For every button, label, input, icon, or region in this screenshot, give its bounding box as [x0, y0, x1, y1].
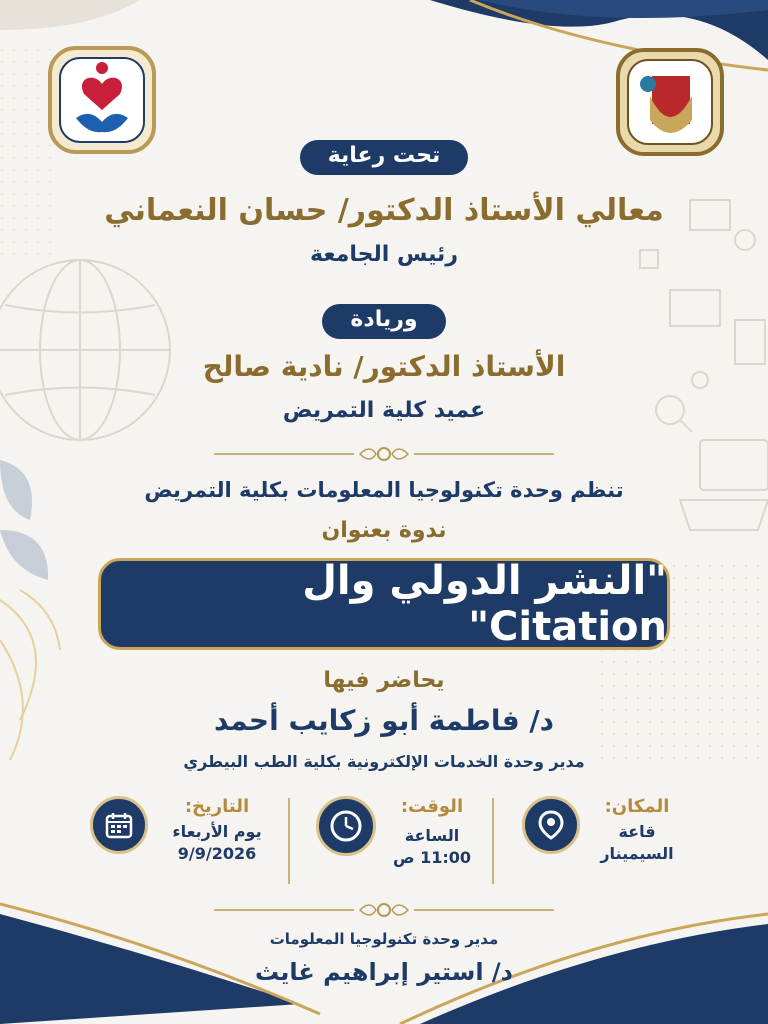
- patronage-pill-row: [0, 140, 768, 175]
- leadership-pill-row: [0, 304, 768, 339]
- footer-role: مدير وحدة تكنولوجيا المعلومات: [269, 930, 499, 948]
- dean-role: عميد كلية التمريض: [282, 398, 486, 423]
- time-info: [384, 796, 480, 886]
- seminar-title: "النشر الدولي وال Citation": [302, 558, 667, 650]
- seminar-intro: ندوة بعنوان: [321, 518, 447, 543]
- seminar-title-box: [98, 558, 670, 650]
- ornament-divider: [214, 442, 554, 466]
- time-label: الوقت:: [400, 796, 464, 817]
- date-line1: يوم الأربعاء: [172, 822, 262, 841]
- dean-name: الأستاذ الدكتور/ نادية صالح: [202, 350, 566, 383]
- speaker-intro: يحاضر فيها: [323, 668, 445, 693]
- ornament-divider: [214, 898, 554, 922]
- calendar-icon: [90, 796, 148, 854]
- patronage-pill: تحت رعاية: [300, 140, 469, 175]
- speaker-role: مدير وحدة الخدمات الإلكترونية بكلية الطب البيطري: [183, 752, 585, 771]
- separator: [288, 798, 290, 884]
- footer-name: د/ استير إبراهيم غايث: [255, 958, 513, 986]
- organizer-line: تنظم وحدة تكنولوجيا المعلومات بكلية التمريض: [144, 478, 624, 502]
- patron-role: رئيس الجامعة: [310, 242, 458, 267]
- date-label: التاريخ:: [184, 796, 250, 817]
- place-info: [592, 796, 682, 886]
- time-line1: الساعة: [404, 826, 460, 845]
- clock-icon: [316, 796, 376, 856]
- leadership-pill: وريادة: [322, 304, 445, 339]
- place-label: المكان:: [604, 796, 670, 817]
- separator: [492, 798, 494, 884]
- date-line2: 9/9/2026: [177, 844, 257, 863]
- patron-name: معالي الأستاذ الدكتور/ حسان النعماني: [104, 193, 664, 228]
- time-line2: 11:00 ص: [392, 848, 472, 867]
- speaker-name: د/ فاطمة أبو زكايب أحمد: [213, 704, 555, 737]
- place-line2: السيمينار: [600, 844, 674, 863]
- date-info: [162, 796, 272, 886]
- location-pin-icon: [522, 796, 580, 854]
- place-line1: قاعة: [618, 822, 656, 841]
